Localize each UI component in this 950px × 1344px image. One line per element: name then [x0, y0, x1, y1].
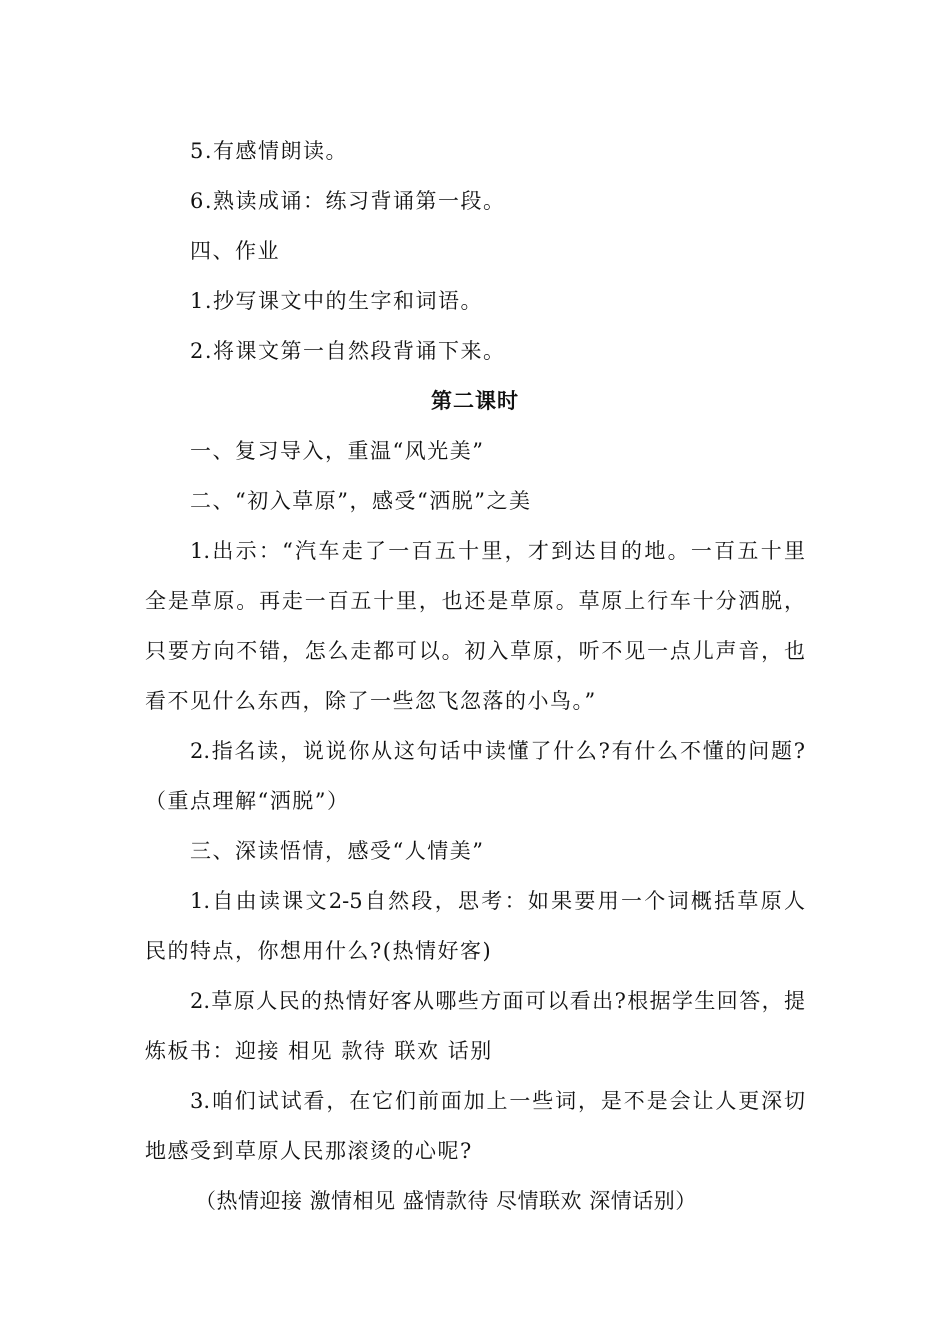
- section-3-heading: 三、深读悟情，感受“人情美”: [190, 839, 485, 863]
- section-2-heading: 二、“初入草原”，感受“洒脱”之美: [190, 489, 532, 513]
- task-3-line-1: 3.咱们试试看，在它们前面加上一些词，是不是会让人更深切: [190, 1089, 805, 1113]
- section-homework-heading: 四、作业: [190, 239, 280, 263]
- quote-line-2: 全是草原。再走一百五十里，也还是草原。草原上行车十分洒脱，: [145, 589, 805, 613]
- quote-line-1: 1.出示：“汽车走了一百五十里，才到达目的地。一百五十里: [190, 539, 805, 563]
- task-2-line-1: 2.草原人民的热情好客从哪些方面可以看出?根据学生回答，提: [190, 989, 805, 1013]
- step-5-line: 5.有感情朗读。: [190, 139, 349, 163]
- task-2-line-2: 炼板书：迎接 相见 款待 联欢 话别: [145, 1039, 493, 1063]
- lesson-title: 第二课时: [431, 389, 519, 413]
- question-line: 2.指名读，说说你从这句话中读懂了什么?有什么不懂的问题?: [190, 739, 805, 763]
- section-1-heading: 一、复习导入，重温“风光美”: [190, 439, 485, 463]
- homework-item-1: 1.抄写课文中的生字和词语。: [190, 289, 484, 313]
- task-1-line-2: 民的特点，你想用什么?(热情好客): [145, 939, 493, 963]
- phrase-examples: （热情迎接 激情相见 盛情款待 尽情联欢 深情话别）: [195, 1189, 697, 1213]
- task-3-line-2: 地感受到草原人民那滚烫的心呢?: [145, 1139, 473, 1163]
- quote-line-4: 看不见什么东西，除了一些忽飞忽落的小鸟。”: [145, 689, 597, 713]
- task-1-line-1: 1.自由读课文2-5自然段，思考：如果要用一个词概括草原人: [190, 889, 805, 913]
- homework-item-2: 2.将课文第一自然段背诵下来。: [190, 339, 506, 363]
- quote-line-3: 只要方向不错，怎么走都可以。初入草原，听不见一点儿声音，也: [145, 639, 805, 663]
- step-6-line: 6.熟读成诵：练习背诵第一段。: [190, 189, 506, 213]
- key-point-note: （重点理解“洒脱”）: [145, 789, 350, 813]
